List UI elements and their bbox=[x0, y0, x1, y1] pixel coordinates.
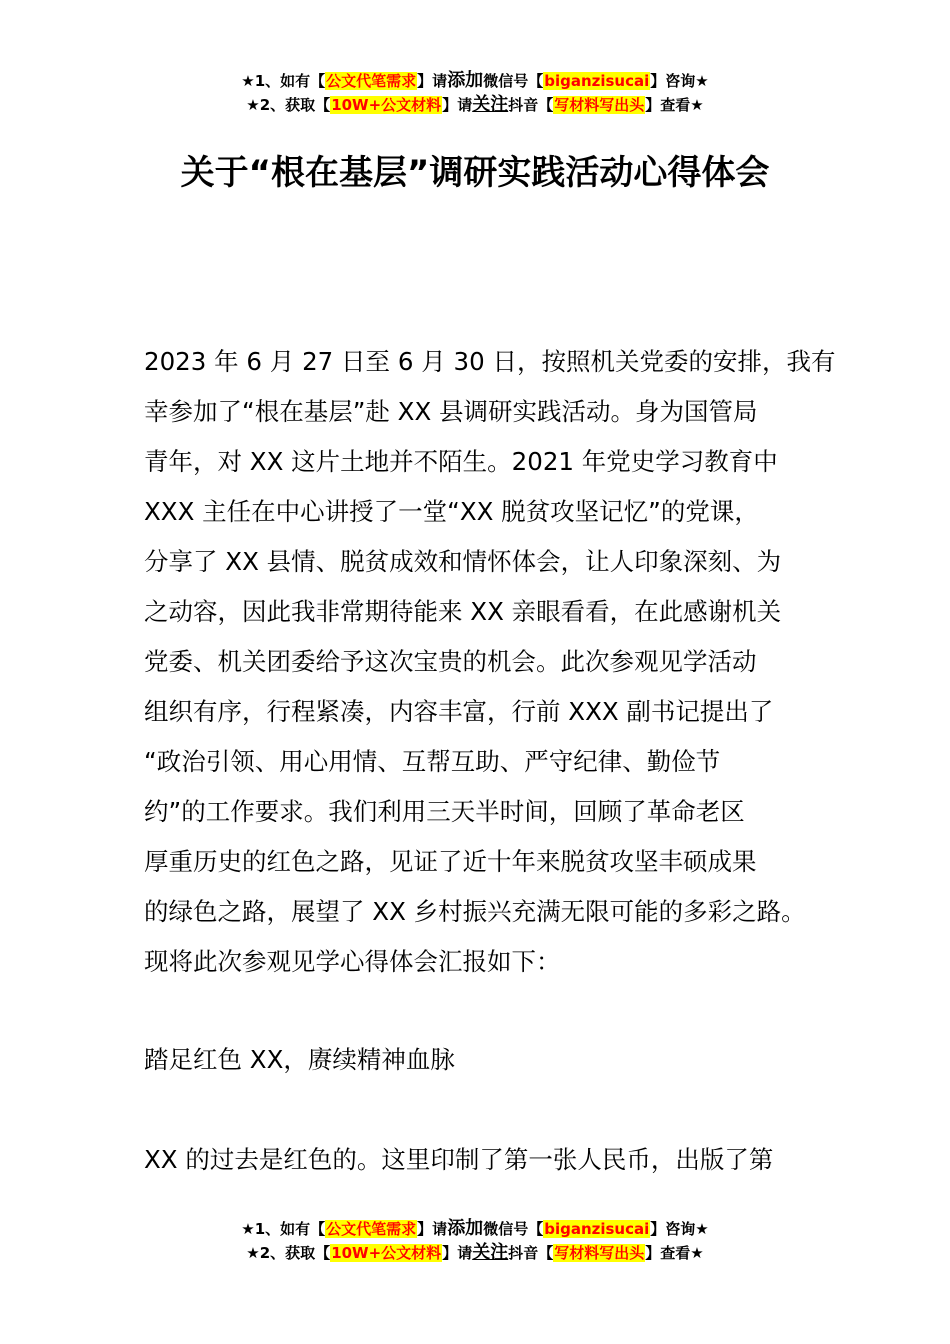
section-heading: 踏足红色 XX，赓续精神血脉 bbox=[144, 1045, 455, 1074]
paragraph-line: “政治引领、用心用情、互帮互助、严守纪律、勤俭节 bbox=[144, 747, 721, 776]
paragraph-line: 现将此次参观见学心得体会汇报如下： bbox=[144, 947, 561, 976]
bottom-banner bbox=[0, 1217, 950, 1265]
paragraph-line: 组织有序，行程紧凑，内容丰富，行前 XXX 副书记提出了 bbox=[144, 697, 774, 726]
banner-highlight: 公文代笔需求 bbox=[326, 72, 417, 90]
banner-line-2: ★2、获取【10W+公文材料】请关注抖音【写材料写出头】查看★ bbox=[246, 1242, 704, 1263]
banner-highlight: 10W+公文材料 bbox=[331, 1244, 442, 1262]
paragraph-line: 约”的工作要求。我们利用三天半时间，回顾了革命老区 bbox=[144, 797, 745, 826]
paragraph-line: 的绿色之路，展望了 XX 乡村振兴充满无限可能的多彩之路。 bbox=[144, 897, 806, 926]
paragraph-line: 之动容，因此我非常期待能来 XX 亲眼看看，在此感谢机关 bbox=[144, 597, 782, 626]
paragraph-line: 2023 年 6 月 27 日至 6 月 30 日，按照机关党委的安排，我有 bbox=[144, 347, 836, 376]
paragraph-1 bbox=[144, 337, 836, 987]
paragraph-line: XXX 主任在中心讲授了一堂“XX 脱贫攻坚记忆”的党课， bbox=[144, 497, 759, 526]
paragraph-line: 青年，对 XX 这片土地并不陌生。2021 年党史学习教育中 bbox=[144, 447, 778, 476]
paragraph-line: XX 的过去是红色的。这里印制了第一张人民币，出版了第 bbox=[144, 1145, 774, 1174]
banner-douyin-id: 写材料写出头 bbox=[554, 1244, 645, 1262]
paragraph-line: 幸参加了“根在基层”赴 XX 县调研实践活动。身为国管局 bbox=[144, 397, 758, 426]
banner-wechat-id: biganzisucai bbox=[544, 1220, 650, 1238]
banner-highlight: 公文代笔需求 bbox=[326, 1220, 417, 1238]
paragraph-line: 厚重历史的红色之路，见证了近十年来脱贫攻坚丰硕成果 bbox=[144, 847, 757, 876]
banner-highlight: 10W+公文材料 bbox=[331, 96, 442, 114]
paragraph-line: 党委、机关团委给予这次宝贵的机会。此次参观见学活动 bbox=[144, 647, 757, 676]
document-title: 关于“根在基层”调研实践活动心得体会 bbox=[180, 153, 770, 193]
paragraph-2 bbox=[144, 1135, 824, 1185]
banner-line-2: ★2、获取【10W+公文材料】请关注抖音【写材料写出头】查看★ bbox=[246, 94, 704, 115]
banner-line-1: ★1、如有【公文代笔需求】请添加微信号【biganzisucai】咨询★ bbox=[241, 70, 709, 91]
top-banner bbox=[0, 69, 950, 117]
banner-line-1: ★1、如有【公文代笔需求】请添加微信号【biganzisucai】咨询★ bbox=[241, 1218, 709, 1239]
banner-wechat-id: biganzisucai bbox=[544, 72, 650, 90]
paragraph-line: 分享了 XX 县情、脱贫成效和情怀体会，让人印象深刻、为 bbox=[144, 547, 782, 576]
banner-douyin-id: 写材料写出头 bbox=[554, 96, 645, 114]
